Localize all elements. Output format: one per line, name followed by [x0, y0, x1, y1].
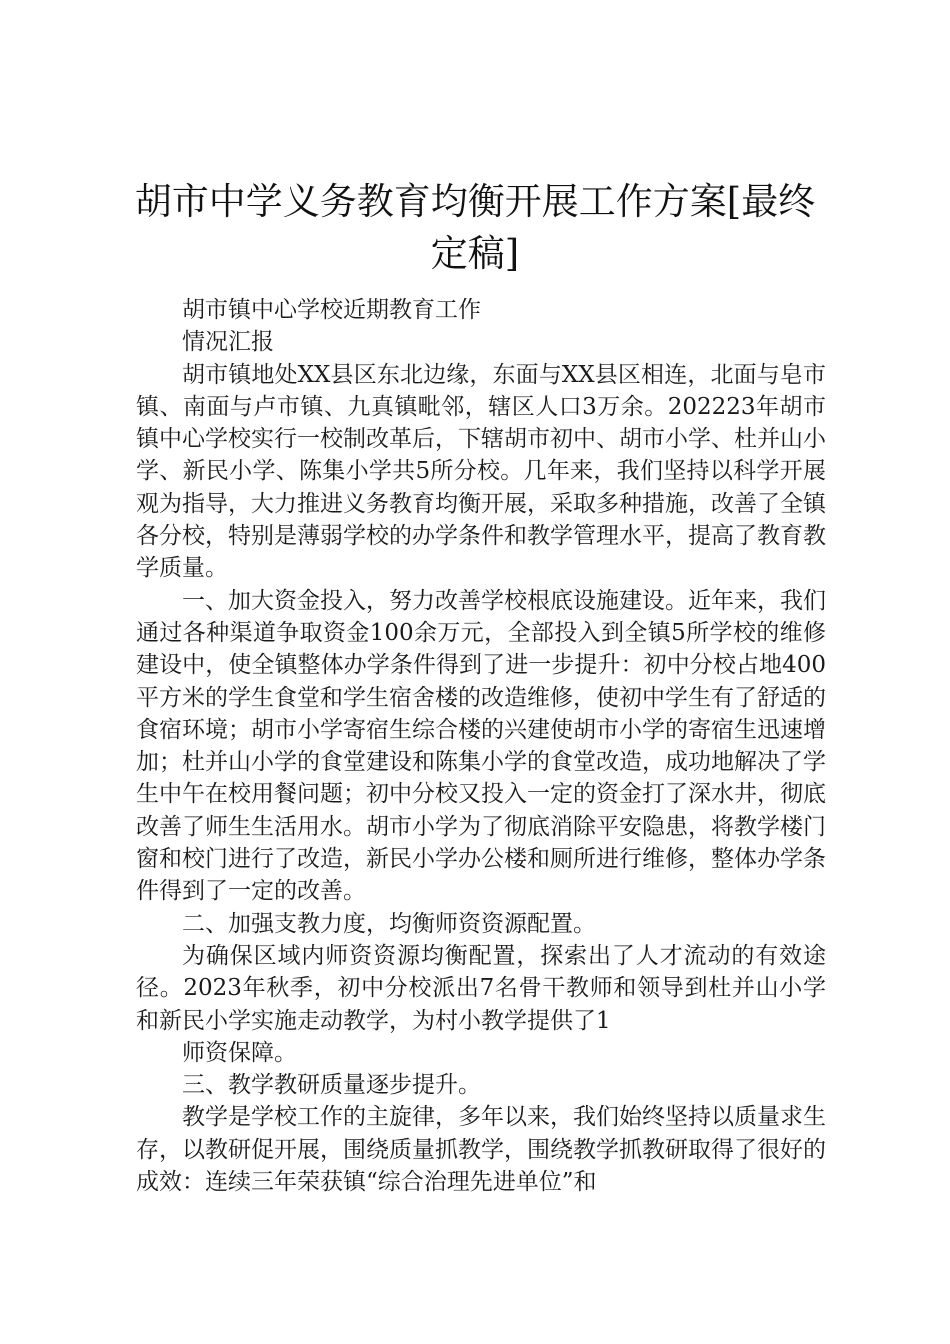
document-body	[136, 294, 826, 1198]
paragraph-section-2-heading: 二、加强支教力度，均衡师资资源配置。	[182, 910, 596, 937]
paragraph-subtitle-line1: 胡市镇中心学校近期教育工作	[182, 297, 481, 323]
paragraph-section-3-heading: 三、教学教研质量逐步提升。	[182, 1072, 481, 1099]
paragraph-section-2: 为确保区域内师资资源均衡配置，探索出了人才流动的有效途径。2023年秋季，初中分校派出7名骨干教师和领导到杜并山小学和新民小学实施走动教学，为村小教学提供了1	[136, 942, 826, 1034]
paragraph-subtitle-line2: 情况汇报	[182, 329, 274, 356]
document-title: 胡市中学义务教育均衡开展工作方案[最终定稿]	[134, 180, 816, 275]
paragraph-section-1: 一、加大资金投入，努力改善学校根底设施建设。近年来，我们通过各种渠道争取资金100余万元，全部投入到全镇5所学校的维修建设中，使全镇整体办学条件得到了进一步提升：初中分校占地400平方米的学生食堂和学生宿舍楼的改造维修，使初中学生有了舒适的食宿环境；胡市小学寄宿生综合楼的兴建使胡市小学的寄宿生迅速增加；杜并山小学的食堂建设和陈集小学的食堂改造，成功地解决了学生中午在校用餐问题；初中分校又投入一定的资金打了深水井，彻底改善了师生生活用水。胡市小学为了彻底消除平安隐患，将教学楼门窗和校门进行了改造，新民小学办公楼和厕所进行维修，整体办学条件得到了一定的改善。	[136, 587, 826, 905]
paragraph-overview: 胡市镇地处XX县区东北边缘，东面与XX县区相连，北面与皂市镇、南面与卢市镇、九真镇毗邻，辖区人口3万余。202223年胡市镇中心学校实行一校制改革后，下辖胡市初中、胡市小学、杜并山小学、新民小学、陈集小学共5所分校。几年来，我们坚持以科学开展观为指导，大力推进义务教育均衡开展，采取多种措施，改善了全镇各分校，特别是薄弱学校的办学条件和教学管理水平，提高了教育教学质量。	[136, 361, 826, 582]
paragraph-section-3: 教学是学校工作的主旋律，多年以来，我们始终坚持以质量求生存，以教研促开展，围绕质量抓教学，围绕教学抓教研取得了很好的成效：连续三年荣获镇“综合治理先进单位”和	[136, 1104, 826, 1196]
paragraph-section-2-cont: 师资保障。	[182, 1039, 297, 1066]
